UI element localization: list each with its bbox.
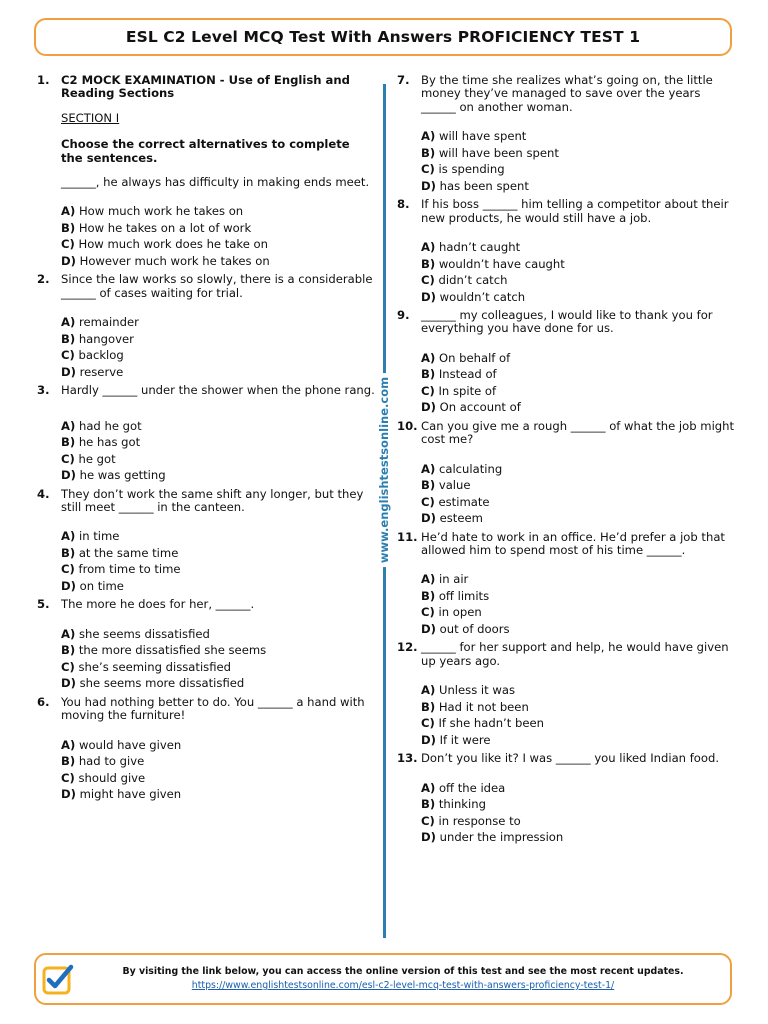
question-number: 13.: [397, 751, 418, 766]
instructions: Choose the correct alternatives to complete the sentences.: [61, 137, 350, 165]
option-a[interactable]: A) How much work he takes on: [61, 204, 244, 219]
option-c[interactable]: C) should give: [61, 770, 146, 785]
option-d[interactable]: D) under the impression: [421, 830, 564, 845]
option-d[interactable]: D) on time: [61, 578, 124, 593]
title-box: [34, 18, 732, 56]
question-2: [37, 273, 375, 380]
options-list: [61, 737, 375, 803]
footer-link[interactable]: https://www.englishtestsonline.com/esl-c2-level-mcq-test-with-answers-proficiency-test-1/: [191, 980, 615, 991]
option-d[interactable]: D) However much work he takes on: [61, 253, 270, 268]
option-b[interactable]: B) he has got: [61, 435, 141, 450]
option-b[interactable]: B) Instead of: [421, 367, 497, 382]
options-list: [421, 780, 737, 846]
option-a[interactable]: A) in air: [421, 572, 469, 587]
options-list: [61, 626, 375, 692]
question-stem: He’d hate to work in an office. He’d prefer a job that allowed him to spend most of his time ______.: [421, 529, 725, 558]
options-list: [421, 461, 737, 527]
option-d[interactable]: D) esteem: [421, 511, 483, 526]
option-d[interactable]: D) On account of: [421, 400, 521, 415]
option-a[interactable]: A) hadn’t caught: [421, 240, 521, 255]
question-stem: Don’t you like it? I was ______ you liked Indian food.: [421, 751, 720, 766]
option-b[interactable]: B) thinking: [421, 797, 486, 812]
option-c[interactable]: C) from time to time: [61, 562, 181, 577]
options-list: [421, 239, 737, 305]
site-watermark: www.englishtestsonline.com: [377, 373, 391, 567]
question-number: 7.: [397, 73, 410, 87]
option-a[interactable]: A) will have spent: [421, 129, 527, 144]
option-a[interactable]: A) remainder: [61, 315, 139, 330]
option-d[interactable]: D) he was getting: [61, 468, 166, 483]
option-b[interactable]: B) How he takes on a lot of work: [61, 220, 252, 235]
question-6: [37, 696, 375, 803]
question-number: 9.: [397, 308, 410, 323]
question-4: [37, 488, 375, 595]
question-stem: By the time she realizes what’s going on, the little money they’ve managed to save over the years ______ on another woman.: [421, 73, 713, 114]
question-stem: The more he does for her, ______.: [61, 597, 255, 612]
option-b[interactable]: B) hangover: [61, 331, 134, 346]
option-b[interactable]: B) the more dissatisfied she seems: [61, 643, 267, 658]
option-a[interactable]: A) had he got: [61, 418, 142, 433]
question-number: 6.: [37, 694, 50, 709]
question-stem: Since the law works so slowly, there is a considerable ______ of cases waiting for trial.: [61, 272, 373, 300]
option-d[interactable]: D) If it were: [421, 732, 491, 747]
footer-box: [34, 953, 732, 1005]
exam-heading: C2 MOCK EXAMINATION - Use of English and Reading Sections: [61, 73, 350, 101]
question-10: [397, 420, 737, 527]
question-5: [37, 598, 375, 691]
question-stem: ______ my colleagues, I would like to thank you for everything you have done for us.: [421, 308, 713, 336]
question-stem: Hardly ______ under the shower when the phone rang.: [61, 383, 375, 398]
question-8: [397, 198, 737, 305]
option-c[interactable]: C) backlog: [61, 348, 124, 363]
question-11: [397, 531, 737, 638]
question-3: [37, 384, 375, 483]
options-list: [421, 128, 737, 194]
option-c[interactable]: C) he got: [61, 451, 116, 466]
option-c[interactable]: C) in response to: [421, 813, 521, 828]
options-list: [61, 418, 375, 484]
option-b[interactable]: B) Had it not been: [421, 699, 529, 714]
question-13: [397, 752, 737, 845]
question-stem: They don’t work the same shift any longer, but they still meet ______ in the canteen.: [61, 486, 364, 515]
question-number: 2.: [37, 272, 50, 287]
question-stem: You had nothing better to do. You ______ a hand with moving the furniture!: [61, 694, 365, 723]
question-number: 4.: [37, 486, 50, 501]
question-stem: ______, he always has difficulty in making ends meet.: [61, 175, 370, 190]
page-title: ESL C2 Level MCQ Test With Answers PROFICIENCY TEST 1: [125, 28, 641, 46]
option-d[interactable]: D) has been spent: [421, 178, 529, 193]
option-b[interactable]: B) will have been spent: [421, 145, 559, 160]
option-c[interactable]: C) In spite of: [421, 383, 497, 398]
section-label: SECTION I: [61, 110, 120, 125]
option-d[interactable]: D) might have given: [61, 787, 182, 802]
checkbox-icon: [42, 963, 74, 995]
options-list: [61, 203, 375, 269]
option-d[interactable]: D) out of doors: [421, 621, 510, 636]
option-b[interactable]: B) value: [421, 478, 471, 493]
question-number: 10.: [397, 418, 418, 433]
options-list: [421, 571, 737, 637]
option-c[interactable]: C) she’s seeming dissatisfied: [61, 659, 232, 674]
left-column: [37, 74, 375, 803]
option-d[interactable]: D) she seems more dissatisfied: [61, 676, 245, 691]
question-number: 8.: [397, 197, 410, 212]
option-c[interactable]: C) is spending: [421, 162, 505, 177]
question-1: [37, 74, 375, 269]
option-c[interactable]: C) didn’t catch: [421, 273, 508, 288]
footer-message: By visiting the link below, you can access the online version of this test and see the most recent updates.: [122, 966, 684, 977]
option-a[interactable]: A) in time: [61, 529, 120, 544]
options-list: [421, 682, 737, 748]
option-b[interactable]: B) at the same time: [61, 545, 179, 560]
question-number: 12.: [397, 640, 418, 655]
option-c[interactable]: C) If she hadn’t been: [421, 716, 544, 731]
option-b[interactable]: B) off limits: [421, 588, 490, 603]
question-stem: If his boss ______ him telling a competitor about their new products, he would still have a job.: [421, 197, 729, 225]
options-list: [61, 528, 375, 594]
question-12: [397, 641, 737, 748]
question-number: 5.: [37, 597, 50, 612]
question-7: [397, 74, 737, 194]
question-number: 1.: [37, 73, 50, 87]
options-list: [61, 314, 375, 380]
option-a[interactable]: A) she seems dissatisfied: [61, 626, 210, 641]
option-b[interactable]: B) had to give: [61, 754, 145, 769]
question-stem: ______ for her support and help, he would have given up years ago.: [421, 640, 729, 668]
option-a[interactable]: A) On behalf of: [421, 350, 511, 365]
option-c[interactable]: C) estimate: [421, 494, 490, 509]
option-a[interactable]: A) calculating: [421, 461, 503, 476]
right-column: [397, 74, 737, 846]
option-a[interactable]: A) off the idea: [421, 780, 506, 795]
options-list: [421, 350, 737, 416]
option-a[interactable]: A) Unless it was: [421, 683, 516, 698]
question-number: 3.: [37, 383, 50, 398]
option-d[interactable]: D) reserve: [61, 364, 124, 379]
question-number: 11.: [397, 529, 418, 544]
option-c[interactable]: C) How much work does he take on: [61, 237, 268, 252]
option-b[interactable]: B) wouldn’t have caught: [421, 256, 565, 271]
option-c[interactable]: C) in open: [421, 605, 482, 620]
option-a[interactable]: A) would have given: [61, 737, 182, 752]
option-d[interactable]: D) wouldn’t catch: [421, 289, 526, 304]
question-stem: Can you give me a rough ______ of what the job might cost me?: [421, 418, 735, 447]
question-9: [397, 309, 737, 416]
